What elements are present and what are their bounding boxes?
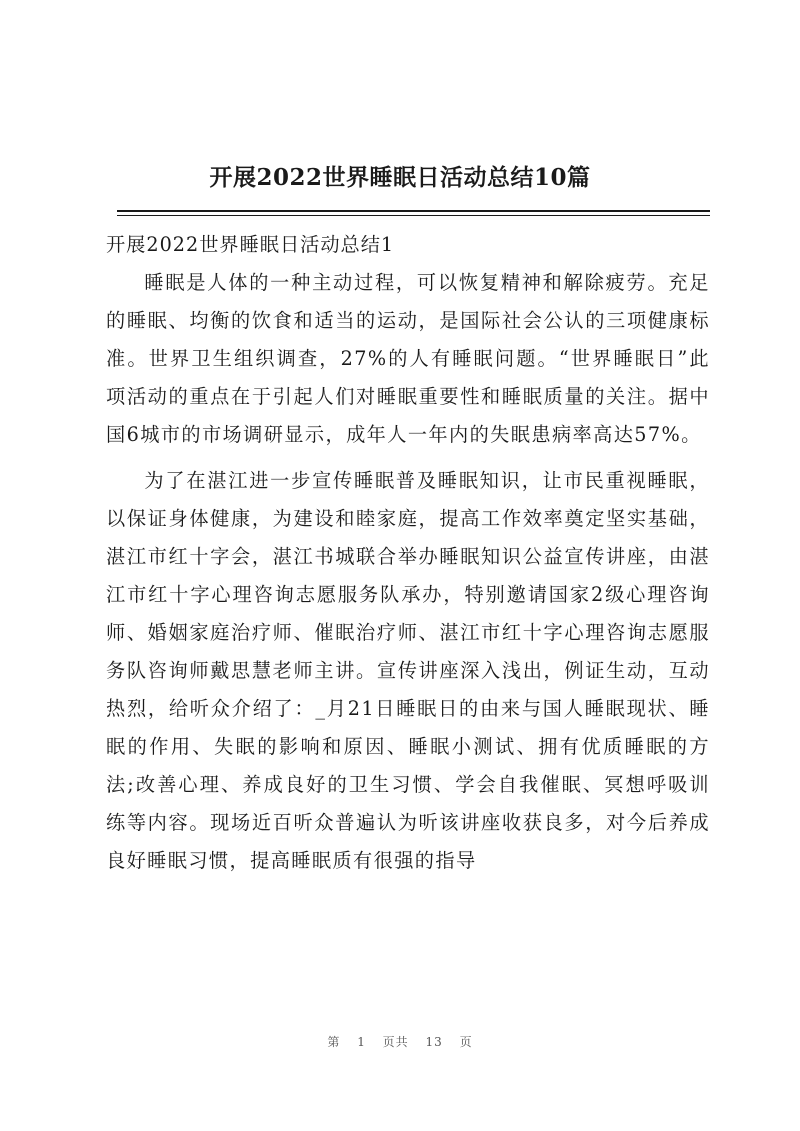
footer-label-end: 页 (459, 1035, 473, 1049)
paragraph-1: 睡眠是人体的一种主动过程，可以恢复精神和解除疲劳。充足的睡眠、均衡的饮食和适当的运动，是国际社会公认的三项健康标准。世界卫生组织调查，27%的人有睡眠问题。“世界睡眠日”此项活动的重点在于引起人们对睡眠重要性和睡眠质量的关注。据中国6城市的市场调研显示，成年人一年内的失眠患病率高达57%。 (106, 271, 710, 446)
document-body (106, 226, 710, 880)
footer-current-page: 1 (357, 1035, 366, 1049)
footer-total-pages: 13 (425, 1035, 443, 1049)
paragraph-2: 为了在湛江进一步宣传睡眠普及睡眠知识，让市民重视睡眠，以保证身体健康，为建设和睦家庭，提高工作效率奠定坚实基础，湛江市红十字会，湛江书城联合举办睡眠知识公益宣传讲座，由湛江市红十字心理咨询志愿服务队承办，特别邀请国家2级心理咨询师、婚姻家庭治疗师、催眠治疗师、湛江市红十字心理咨询志愿服务队咨询师戴思慧老师主讲。宣传讲座深入浅出，例证生动，互动热烈，给听众介绍了：_月21日睡眠日的由来与国人睡眠现状、睡眠的作用、失眠的影响和原因、睡眠小测试、拥有优质睡眠的方法;改善心理、养成良好的卫生习惯、学会自我催眠、冥想呼吸训练等内容。现场近百听众普遍认为听该讲座收获良多，对今后养成良好睡眠习惯，提高睡眠质有很强的指导 (106, 469, 710, 872)
footer-label-of: 页共 (382, 1035, 409, 1049)
title-divider-thin (117, 215, 710, 216)
section-heading: 开展2022世界睡眠日活动总结1 (106, 233, 395, 256)
title-divider (117, 210, 710, 212)
page-footer (0, 1033, 800, 1050)
page-title: 开展2022世界睡眠日活动总结10篇 (209, 164, 591, 191)
footer-label-page: 第 (327, 1035, 341, 1049)
